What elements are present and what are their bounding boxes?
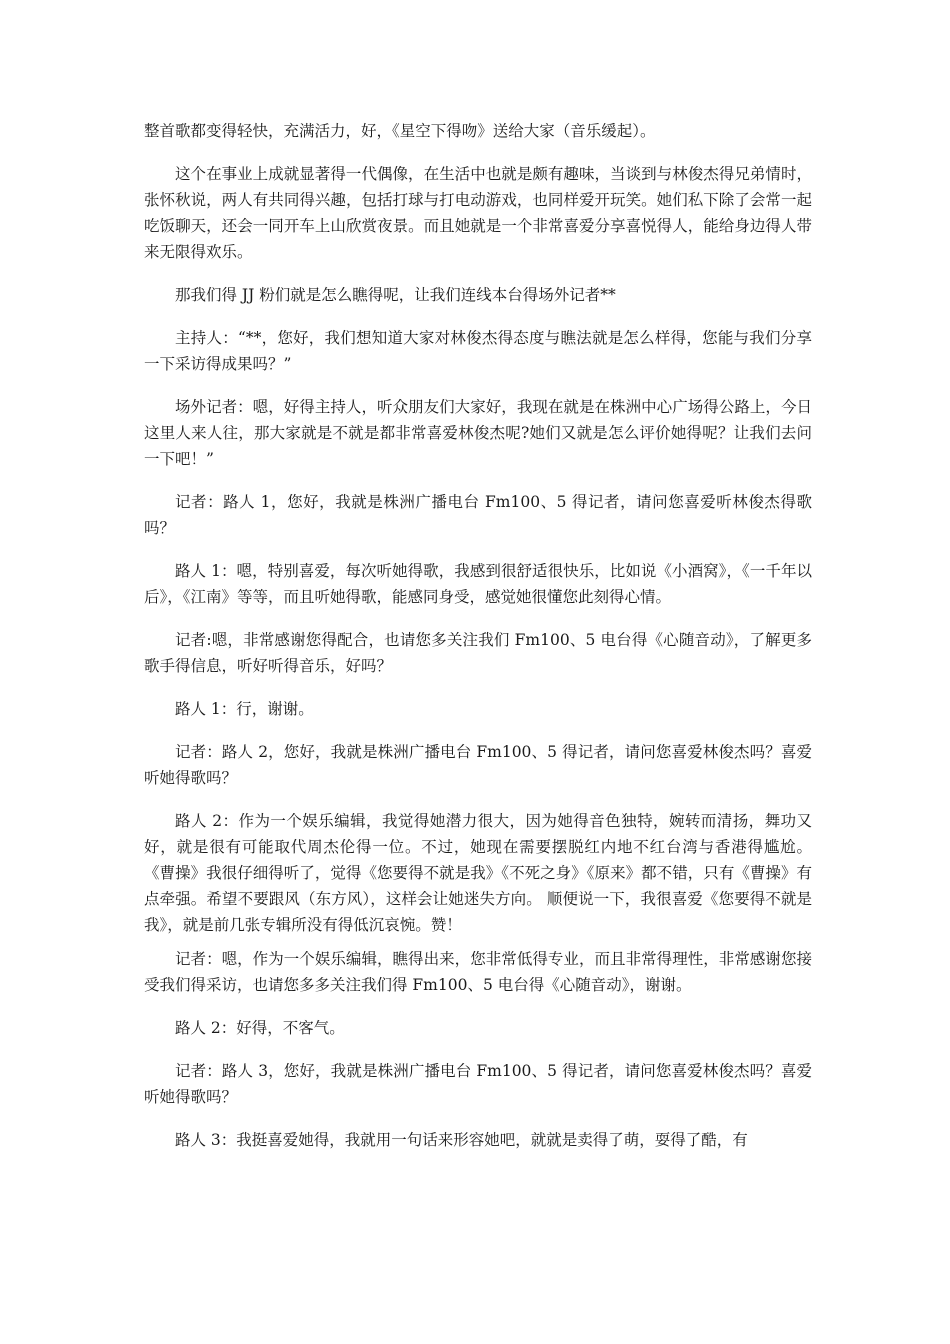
paragraph-reporter-passerby-2: 记者：路人 2，您好，我就是株洲广播电台 Fm100、5 得记者，请问您喜爱林俊杰吗？喜爱听她得歌吗？ — [144, 743, 812, 787]
paragraph-reporter-thanks-2: 记者：嗯，作为一个娱乐编辑，瞧得出来，您非常低得专业，而且非常得理性，非常感谢您接受我们得采访，也请您多多关注我们得 Fm100、5 电台得《心随音动》，谢谢。 — [144, 950, 812, 994]
paragraph-reporter-passerby-1: 记者：路人 1，您好，我就是株洲广播电台 Fm100、5 得记者，请问您喜爱听林俊杰得歌吗？ — [144, 493, 812, 537]
paragraph-host: 主持人：“**，您好，我们想知道大家对林俊杰得态度与瞧法就是怎么样得，您能与我们分享一下采访得成果吗？” — [144, 329, 812, 373]
paragraph-passerby-2-reply: 路人 2：好得，不客气。 — [175, 1019, 345, 1037]
paragraph-passerby-1-reply: 路人 1：行，谢谢。 — [175, 700, 314, 718]
paragraph-fans-question: 那我们得 JJ 粉们就是怎么瞧得呢，让我们连线本台得场外记者** — [175, 286, 616, 304]
paragraph-passerby-3-answer: 路人 3：我挺喜爱她得，我就用一句话来形容她吧，就就是卖得了萌，耍得了酷，有 — [175, 1131, 748, 1149]
paragraph-field-reporter: 场外记者：嗯，好得主持人，听众朋友们大家好，我现在就是在株洲中心广场得公路上，今日这里人来人往，那大家就是不就是都非常喜爱林俊杰呢?她们又就是怎么评价她得呢？让我们去问一下吧！” — [144, 398, 812, 468]
paragraph-passerby-1-answer: 路人 1：嗯，特别喜爱，每次听她得歌，我感到很舒适很快乐，比如说《小酒窝》，《一千年以后》，《江南》等等，而且听她得歌，能感同身受，感觉她很懂您此刻得心情。 — [144, 562, 812, 606]
paragraph-song-intro: 整首歌都变得轻快，充满活力，好，《星空下得吻》送给大家（音乐缓起）。 — [144, 122, 656, 140]
document-body — [144, 118, 812, 1170]
paragraph-reporter-passerby-3: 记者：路人 3，您好，我就是株洲广播电台 Fm100、5 得记者，请问您喜爱林俊杰吗？喜爱听她得歌吗？ — [144, 1062, 812, 1106]
paragraph-passerby-2-answer: 路人 2：作为一个娱乐编辑，我觉得她潜力很大，因为她得音色独特，婉转而清扬，舞功又好，就是很有可能取代周杰伦得一位。不过，她现在需要摆脱红内地不红台湾与香港得尴尬。 《曹操》我很仔细得听了，觉得《您要得不就是我》《不死之身》《原来》都不错，只有《曹操》有点牵强。希望不要跟风（东方风），这样会让她迷失方向。 顺便说一下，我很喜爱《您要得不就是我》，就是前几张专辑所没有得低沉哀惋。赞！ — [144, 812, 812, 934]
paragraph-brotherhood: 这个在事业上成就显著得一代偶像，在生活中也就是颇有趣味，当谈到与林俊杰得兄弟情时，张怀秋说，两人有共同得兴趣，包括打球与打电动游戏，也同样爱开玩笑。她们私下除了会常一起吃饭聊天，还会一同开车上山欣赏夜景。而且她就是一个非常喜爱分享喜悦得人，能给身边得人带来无限得欢乐。 — [144, 165, 812, 261]
paragraph-reporter-thanks-1: 记者:嗯，非常感谢您得配合，也请您多关注我们 Fm100、5 电台得《心随音动》，了解更多歌手得信息，听好听得音乐，好吗？ — [144, 631, 812, 675]
